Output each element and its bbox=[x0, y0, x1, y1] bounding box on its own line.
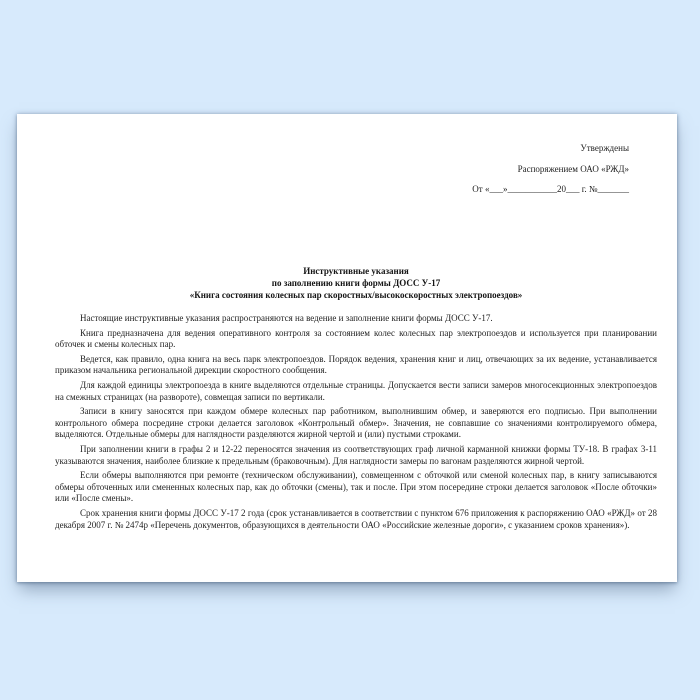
body-paragraph: При заполнении книги в графы 2 и 12-22 переносятся значения из соответствующих граф личной карманной книжки формы ТУ-18. В графах 3-11 указываются значения, наиболее близкие к предельным (браковочным). Для наглядности замеры по вагонам разделяются жирной чертой. bbox=[55, 443, 657, 466]
document-title bbox=[55, 265, 657, 301]
title-line: Инструктивные указания bbox=[303, 266, 409, 276]
approval-line: От «___»___________20___ г. №_______ bbox=[472, 184, 629, 194]
document-page bbox=[17, 114, 677, 582]
body-paragraph: Книга предназначена для ведения оперативного контроля за состоянием колес колесных пар электропоездов и используется при планировании обточек и смены колесных пар. bbox=[55, 327, 657, 350]
body-paragraph: Настоящие инструктивные указания распространяются на ведение и заполнение книги формы ДОСС У-17. bbox=[80, 313, 493, 323]
body-paragraph: Записи в книгу заносятся при каждом обмере колесных пар работником, выполнившим обмер, и заверяются его подписью. При выполнении контрольного обмера посредине строки делается заголовок «Контрольный обмер». Значения, не совпавшие со значениями контролируемого обмера, выделяются. Отдельные обмеры для наглядности разделяются жирной чертой и (или) пустыми строками. bbox=[55, 406, 657, 440]
approval-line: Распоряжением ОАО «РЖД» bbox=[517, 163, 629, 174]
body-paragraph: Срок хранения книги формы ДОСС У-17 2 года (срок устанавливается в соответствии с пунктом 676 приложения к распоряжению ОАО «РЖД» от 28 декабря 2007 г. № 2474р «Перечень документов, образующихся в деятельности ОАО «Российские железные дороги», с указанием сроков хранения»). bbox=[55, 507, 657, 530]
approval-block bbox=[472, 138, 629, 200]
title-line: «Книга состояния колесных пар скоростных/высокоскоростных электропоездов» bbox=[189, 290, 523, 300]
body-paragraph: Ведется, как правило, одна книга на весь парк электропоездов. Порядок ведения, хранения книг и лиц, отвечающих за их ведение, устанавливается приказом начальника региональной дирекции скоростного сообщения. bbox=[55, 353, 657, 376]
body-paragraph: Если обмеры выполняются при ремонте (техническом обслуживании), совмещенном с обточкой или сменой колесных пар, в книгу записываются обмеры обточенных или смененных колесных пар, как до обточки (смены), так и после. При этом посередине строки делается заголовок «После обточки» или «После смены». bbox=[55, 470, 657, 504]
approval-line: Утверждены bbox=[580, 143, 629, 153]
title-line: по заполнению книги формы ДОСС У-17 bbox=[271, 278, 441, 288]
document-body bbox=[55, 313, 657, 531]
body-paragraph: Для каждой единицы электропоезда в книге выделяются отдельные страницы. Допускается вести записи замеров многосекционных электропоездов на смежных страницах (на развороте), совмещая записи по вертикали. bbox=[55, 379, 657, 402]
